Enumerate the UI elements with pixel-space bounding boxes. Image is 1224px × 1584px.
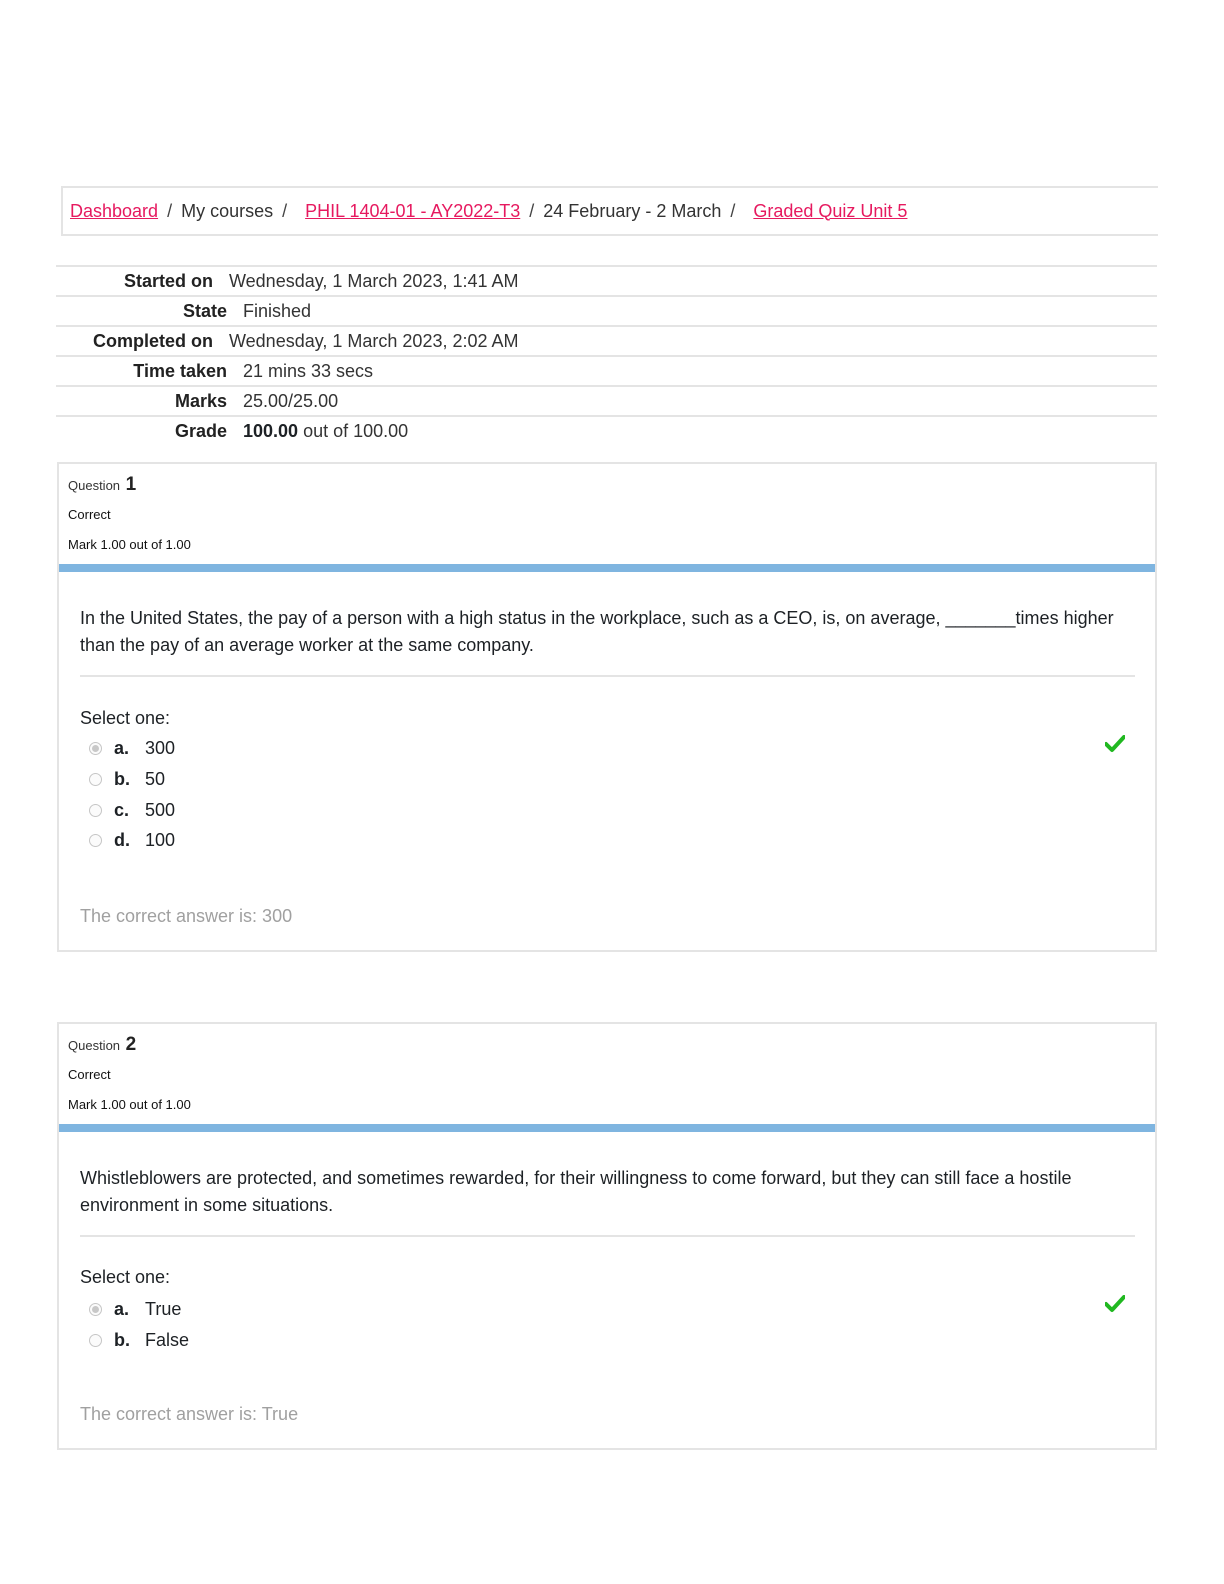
question-number: 1	[125, 474, 137, 495]
question-2-info	[59, 1024, 1155, 1124]
breadcrumb-separator: /	[282, 200, 288, 221]
question-1-option-d[interactable]	[89, 828, 175, 852]
breadcrumb-dashboard-link[interactable]: Dashboard	[70, 200, 159, 221]
summary-row-grade	[56, 417, 1157, 447]
summary-row-marks	[56, 387, 1157, 417]
option-letter: d.	[114, 829, 130, 850]
summary-row-completed	[56, 327, 1157, 357]
correct-check-icon	[1105, 735, 1125, 753]
started-on-value: Wednesday, 1 March 2023, 1:41 AM	[229, 271, 519, 291]
breadcrumb-course-link[interactable]: PHIL 1404-01 - AY2022-T3	[305, 200, 521, 221]
breadcrumb-separator: /	[529, 200, 535, 221]
completed-on-value: Wednesday, 1 March 2023, 2:02 AM	[229, 331, 519, 351]
question-1-state: Correct	[68, 507, 111, 522]
option-text: 500	[145, 799, 176, 820]
question-1-divider-bar	[59, 564, 1155, 572]
breadcrumb-my-courses: My courses	[181, 200, 274, 221]
grade-value: 100.00	[243, 421, 299, 441]
breadcrumb	[61, 186, 1158, 236]
option-letter: a.	[114, 1298, 130, 1319]
radio-button[interactable]	[89, 1303, 102, 1316]
question-1	[57, 462, 1157, 952]
radio-button[interactable]	[89, 773, 102, 786]
summary-row-time	[56, 357, 1157, 387]
question-2-text: Whistleblowers are protected, and sometimes rewarded, for their willingness to come forward, but they can still face a hostile environment in some situations.	[80, 1168, 1072, 1215]
question-2-option-b[interactable]	[89, 1328, 189, 1352]
question-1-separator	[80, 675, 1135, 677]
breadcrumb-separator: /	[167, 200, 173, 221]
radio-button[interactable]	[89, 1334, 102, 1347]
time-taken-value: 21 mins 33 secs	[243, 361, 374, 381]
question-2-separator	[80, 1235, 1135, 1237]
state-label: State	[182, 301, 227, 321]
question-2-correct-answer: The correct answer is: True	[80, 1404, 299, 1424]
attempt-summary-table	[56, 265, 1157, 447]
question-1-correct-answer: The correct answer is: 300	[80, 906, 293, 926]
summary-row-started	[56, 267, 1157, 297]
completed-on-label: Completed on	[93, 331, 213, 351]
breadcrumb-week: 24 February - 2 March	[543, 200, 722, 221]
option-text: True	[145, 1298, 182, 1319]
option-text: 100	[145, 829, 176, 850]
grade-suffix: out of 100.00	[303, 421, 409, 441]
summary-row-state	[56, 297, 1157, 327]
radio-button[interactable]	[89, 804, 102, 817]
question-2-divider-bar	[59, 1124, 1155, 1132]
option-letter: c.	[114, 799, 130, 820]
question-1-option-a[interactable]	[89, 736, 175, 760]
option-letter: b.	[114, 1329, 130, 1350]
question-1-info	[59, 464, 1155, 564]
started-on-label: Started on	[123, 271, 213, 291]
question-2-prompt: Select one:	[80, 1267, 171, 1287]
correct-check-icon	[1105, 1295, 1125, 1313]
question-2-state: Correct	[68, 1067, 111, 1082]
radio-button[interactable]	[89, 742, 102, 755]
question-2	[57, 1022, 1157, 1450]
question-2-number	[68, 1034, 136, 1056]
option-text: False	[145, 1329, 190, 1350]
breadcrumb-separator: /	[730, 200, 736, 221]
state-value: Finished	[243, 301, 312, 321]
question-1-text: In the United States, the pay of a person with a high status in the workplace, such as a CEO, is, on average, _______times higher than the pay of an average worker at the same company.	[80, 608, 1114, 655]
radio-button[interactable]	[89, 834, 102, 847]
question-label: Question	[68, 478, 121, 493]
option-text: 50	[145, 768, 166, 789]
question-1-option-c[interactable]	[89, 798, 175, 822]
option-text: 300	[145, 737, 176, 758]
grade-label: Grade	[174, 421, 227, 441]
option-letter: b.	[114, 768, 130, 789]
question-1-number	[68, 474, 136, 496]
question-label: Question	[68, 1038, 121, 1053]
question-1-mark: Mark 1.00 out of 1.00	[68, 537, 191, 552]
option-letter: a.	[114, 737, 130, 758]
breadcrumb-quiz-link[interactable]: Graded Quiz Unit 5	[753, 200, 908, 221]
marks-value: 25.00/25.00	[243, 391, 339, 411]
grade-value-wrap	[243, 421, 408, 442]
question-1-option-b[interactable]	[89, 767, 165, 791]
time-taken-label: Time taken	[133, 361, 227, 381]
question-number: 2	[125, 1034, 137, 1055]
question-2-option-a[interactable]	[89, 1297, 181, 1321]
question-2-mark: Mark 1.00 out of 1.00	[68, 1097, 191, 1112]
question-1-prompt: Select one:	[80, 708, 171, 728]
marks-label: Marks	[174, 391, 227, 411]
